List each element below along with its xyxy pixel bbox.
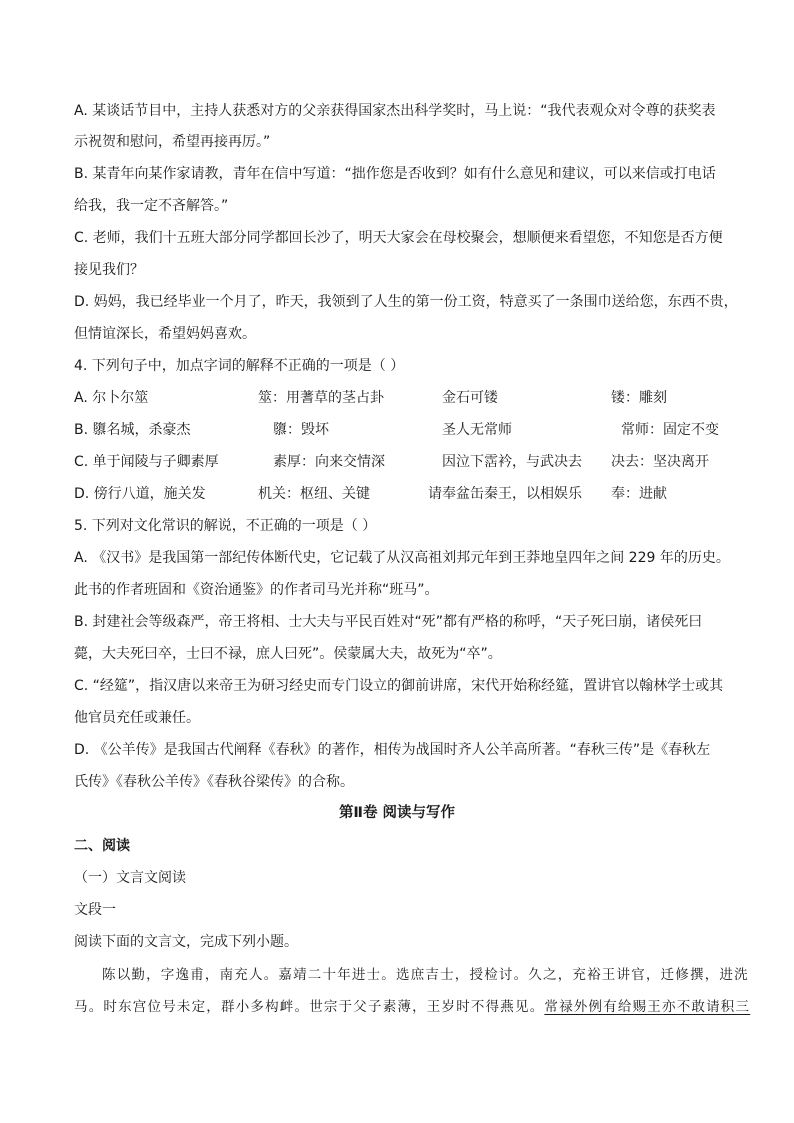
q5-option-d-line1: D. 《公羊传》是我国古代阐释《春秋》的著作，相传为战国时齐人公羊高所著。“春秋三传”是《春秋左 [74, 742, 711, 758]
q4-b-gloss1: 隳：毁坏 [273, 422, 329, 438]
q5-option-b-line1: B. 封建社会等级森严，帝王将相、士大夫与平民百姓对“死”都有严格的称呼，“天子死曰崩，诸侯死曰 [74, 614, 703, 630]
q4-c-sentence2: 因泣下霑衿，与武决去 [442, 454, 582, 470]
q4-a-sentence2: 金石可镂 [442, 390, 498, 406]
reading-instruction: 阅读下面的文言文，完成下列小题。 [74, 934, 298, 950]
passage-line2 [74, 997, 750, 1017]
q4-b-sentence1: B. 隳名城，杀豪杰 [74, 422, 191, 438]
part2-title: 第Ⅱ卷 阅读与写作 [338, 805, 456, 821]
q5-stem: 5. 下列对文化常识的解说，不正确的一项是（ ） [74, 518, 377, 534]
q3-option-c-line1: C. 老师，我们十五班大部分同学都回长沙了，明天大家会在母校聚会，想顺便来看望您，不知您是否方便 [74, 230, 723, 246]
q4-a-gloss1: 筮：用蓍草的茎占卦 [258, 390, 384, 406]
q4-b-sentence2: 圣人无常师 [442, 422, 512, 438]
passage-label: 文段一 [74, 902, 116, 918]
q4-c-gloss1: 素厚：向来交情深 [273, 454, 385, 470]
q4-c-gloss2: 决去：坚决离开 [611, 454, 709, 470]
q4-stem: 4. 下列句子中，加点字词的解释不正确的一项是（ ） [74, 358, 405, 374]
q4-d-gloss1: 机关：枢纽、关键 [258, 486, 370, 502]
q4-b-gloss2: 常师：固定不变 [621, 422, 719, 438]
passage-underlined-sentence: 常禄外例有给赐王亦不敢请积三 [544, 999, 751, 1015]
subsection-title: （一）文言文阅读 [74, 870, 186, 886]
q3-option-a-line1: A. 某谈话节目中，主持人获悉对方的父亲获得国家杰出科学奖时，马上说：“我代表观众对令尊的获奖表 [74, 103, 716, 119]
passage-line2-plain: 马。时东宫位号未定，群小多构衅。世宗于父子素薄，王岁时不得燕见。 [74, 999, 545, 1015]
q4-d-sentence1: D. 傍行八道，施关发 [74, 486, 206, 502]
q3-option-d-line2: 但情谊深长，希望妈妈喜欢。 [74, 326, 256, 342]
q3-option-d-line1: D. 妈妈，我已经毕业一个月了，昨天，我领到了人生的第一份工资，特意买了一条围巾送给您，东西不贵， [74, 294, 738, 310]
q4-a-sentence1: A. 尔卜尔筮 [74, 390, 149, 406]
q3-option-b-line1: B. 某青年向某作家请教，青年在信中写道：“拙作您是否收到？如有什么意见和建议，可以来信或打电话 [74, 166, 716, 182]
q4-d-gloss2: 奉：进献 [611, 486, 667, 502]
q5-option-c-line1: C. “经筵”，指汉唐以来帝王为研习经史而专门设立的御前讲席，宋代开始称经筵，置讲官以翰林学士或其 [74, 678, 724, 694]
q5-option-c-line2: 他官员充任或兼任。 [74, 710, 200, 726]
q3-option-c-line2: 接见我们？ [74, 262, 144, 278]
q5-option-a-line1: A. 《汉书》是我国第一部纪传体断代史，它记载了从汉高祖刘邦元年到王莽地皇四年之间 229 年的历史。 [74, 550, 730, 566]
section-title: 二、阅读 [74, 838, 130, 854]
q5-option-a-line2: 此书的作者班固和《资治通鉴》的作者司马光并称“班马”。 [74, 582, 439, 598]
q3-option-b-line2: 给我，我一定不吝解答。” [74, 198, 229, 214]
q5-option-b-line2: 薨，大夫死曰卒，士曰不禄，庶人曰死”。侯蒙属大夫，故死为“卒”。 [74, 646, 502, 662]
passage-line1: 陈以勤，字逸甫，南充人。嘉靖二十年进士。选庶吉士，授检讨。久之，充裕王讲官，迁修撰，进洗 [102, 967, 749, 983]
q4-c-sentence1: C. 单于闻陵与子卿素厚 [74, 454, 219, 470]
q4-a-gloss2: 镂：雕刻 [611, 390, 667, 406]
q3-option-a-line2: 示祝贺和慰问，希望再接再厉。” [74, 134, 271, 150]
q4-d-sentence2: 请奉盆缶秦王，以相娱乐 [428, 486, 582, 502]
q5-option-d-line2: 氏传》《春秋公羊传》《春秋谷梁传》的合称。 [74, 774, 354, 790]
